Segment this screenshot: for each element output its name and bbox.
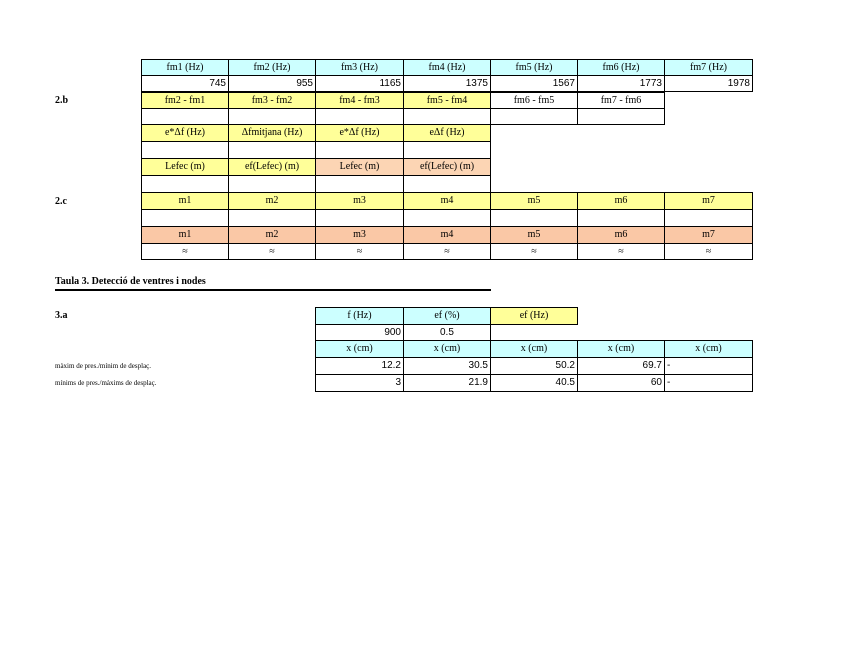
approx-cell-4: ≈ — [403, 243, 491, 260]
len-header-4: ef(Lefec) (m) — [403, 158, 491, 176]
table3-title-rule — [55, 289, 491, 291]
m-header-salmon-2: m2 — [228, 226, 316, 244]
t3-row1-cell-1: 12.2 — [315, 357, 404, 375]
m-header-salmon-3: m3 — [315, 226, 404, 244]
t3-row1-cell-2: 30.5 — [403, 357, 491, 375]
m-value-cell — [315, 209, 404, 227]
len-value-cell — [315, 175, 404, 193]
err-value-cell — [403, 141, 491, 159]
t3-x-header-1: x (cm) — [315, 340, 404, 358]
m-header-salmon-7: m7 — [664, 226, 753, 244]
m-value-cell — [141, 209, 229, 227]
err-header-3: e*Δf (Hz) — [315, 124, 404, 142]
m-header-salmon-4: m4 — [403, 226, 491, 244]
diff-value-cell — [141, 108, 229, 125]
freq-header-5: fm5 (Hz) — [490, 59, 578, 76]
t3-value-f: 900 — [315, 324, 404, 341]
m-header-7: m7 — [664, 192, 753, 210]
freq-value-2: 955 — [228, 75, 316, 92]
t3-row2-cell-4: 60 — [577, 374, 665, 392]
t3-value-ef-pct: 0.5 — [403, 324, 491, 341]
freq-header-6: fm6 (Hz) — [577, 59, 665, 76]
m-value-cell — [228, 209, 316, 227]
diff-value-cell — [490, 108, 578, 125]
t3-row1-label: màxim de pres./mínim de desplaç. — [55, 362, 152, 370]
t3-header-f: f (Hz) — [315, 307, 404, 325]
approx-cell-3: ≈ — [315, 243, 404, 260]
len-value-cell — [403, 175, 491, 193]
m-header-salmon-5: m5 — [490, 226, 578, 244]
t3-x-header-4: x (cm) — [577, 340, 665, 358]
freq-value-3: 1165 — [315, 75, 404, 92]
m-header-6: m6 — [577, 192, 665, 210]
m-value-cell — [403, 209, 491, 227]
t3-row2-cell-1: 3 — [315, 374, 404, 392]
t3-x-header-3: x (cm) — [490, 340, 578, 358]
t3-header-ef-hz: ef (Hz) — [490, 307, 578, 325]
t3-row2-label: mínims de pres./màxims de desplaç. — [55, 379, 157, 387]
t3-row2-cell-5: - — [664, 374, 753, 392]
t3-row2-cell-3: 40.5 — [490, 374, 578, 392]
m-value-cell — [577, 209, 665, 227]
len-header-2: ef(Lefec) (m) — [228, 158, 316, 176]
freq-value-4: 1375 — [403, 75, 491, 92]
t3-row1-cell-3: 50.2 — [490, 357, 578, 375]
len-header-3: Lefec (m) — [315, 158, 404, 176]
m-value-cell — [664, 209, 753, 227]
freq-header-1: fm1 (Hz) — [141, 59, 229, 76]
freq-value-7: 1978 — [664, 75, 753, 92]
diff-header-6: fm7 - fm6 — [577, 92, 665, 109]
freq-header-2: fm2 (Hz) — [228, 59, 316, 76]
m-header-2: m2 — [228, 192, 316, 210]
freq-header-4: fm4 (Hz) — [403, 59, 491, 76]
len-value-cell — [141, 175, 229, 193]
diff-header-5: fm6 - fm5 — [490, 92, 578, 109]
len-header-1: Lefec (m) — [141, 158, 229, 176]
table3-title: Taula 3. Detecció de ventres i nodes — [55, 276, 206, 287]
err-header-2: Δfmitjana (Hz) — [228, 124, 316, 142]
err-header-1: e*Δf (Hz) — [141, 124, 229, 142]
len-value-cell — [228, 175, 316, 193]
section-3a-label: 3.a — [55, 310, 68, 321]
t3-row1-cell-5: - — [664, 357, 753, 375]
m-header-salmon-1: m1 — [141, 226, 229, 244]
diff-value-cell — [577, 108, 665, 125]
diff-header-3: fm4 - fm3 — [315, 92, 404, 109]
freq-header-7: fm7 (Hz) — [664, 59, 753, 76]
approx-cell-2: ≈ — [228, 243, 316, 260]
t3-row2-cell-2: 21.9 — [403, 374, 491, 392]
section-2c-label: 2.c — [55, 196, 67, 207]
t3-x-header-5: x (cm) — [664, 340, 753, 358]
approx-cell-7: ≈ — [664, 243, 753, 260]
diff-value-cell — [403, 108, 491, 125]
t3-x-header-2: x (cm) — [403, 340, 491, 358]
err-header-4: eΔf (Hz) — [403, 124, 491, 142]
m-header-salmon-6: m6 — [577, 226, 665, 244]
diff-header-4: fm5 - fm4 — [403, 92, 491, 109]
diff-value-cell — [315, 108, 404, 125]
approx-cell-5: ≈ — [490, 243, 578, 260]
err-value-cell — [315, 141, 404, 159]
freq-value-1: 745 — [141, 75, 229, 92]
t3-row1-cell-4: 69.7 — [577, 357, 665, 375]
m-header-1: m1 — [141, 192, 229, 210]
freq-header-3: fm3 (Hz) — [315, 59, 404, 76]
approx-cell-6: ≈ — [577, 243, 665, 260]
m-header-5: m5 — [490, 192, 578, 210]
section-2b-label: 2.b — [55, 95, 69, 106]
m-header-4: m4 — [403, 192, 491, 210]
t3-header-ef-pct: ef (%) — [403, 307, 491, 325]
diff-header-1: fm2 - fm1 — [141, 92, 229, 109]
m-value-cell — [490, 209, 578, 227]
freq-value-6: 1773 — [577, 75, 665, 92]
m-header-3: m3 — [315, 192, 404, 210]
diff-header-2: fm3 - fm2 — [228, 92, 316, 109]
diff-value-cell — [228, 108, 316, 125]
approx-cell-1: ≈ — [141, 243, 229, 260]
freq-value-5: 1567 — [490, 75, 578, 92]
err-value-cell — [228, 141, 316, 159]
err-value-cell — [141, 141, 229, 159]
